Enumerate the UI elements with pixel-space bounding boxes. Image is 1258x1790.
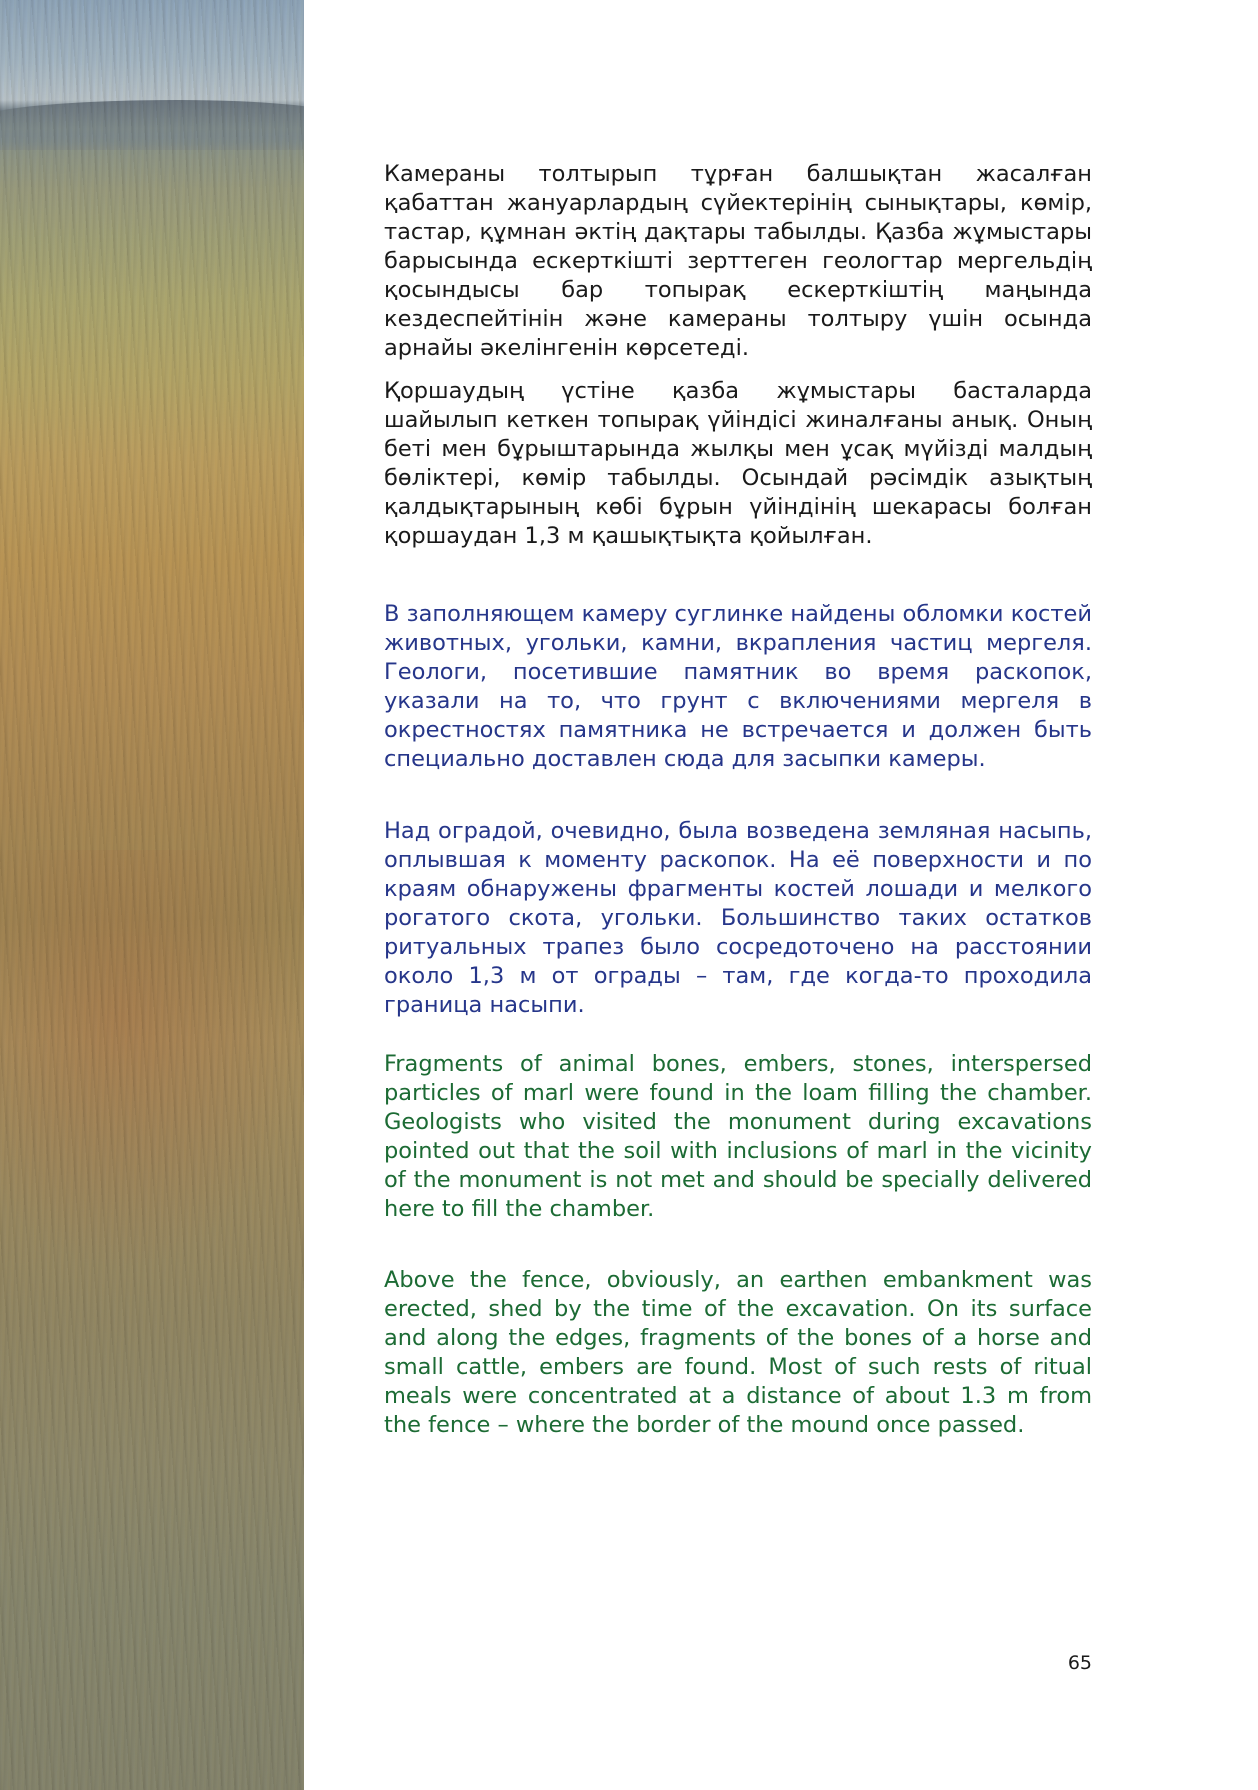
english-paragraph-1: Fragments of animal bones, embers, stones, interspersed particles of marl were found in the loam filling the chamber. Geologists who visited the monument during excavations pointed out that the soil with inclusions of marl in the vicinity of the monument is not met and should be specially delivered here to fill the chamber. (384, 1051, 1092, 1222)
steppe-grassland-photo (0, 0, 304, 1790)
photo-grass-texture (0, 0, 304, 1790)
page-number: 65 (1067, 1652, 1092, 1674)
english-paragraph-2: Above the fence, obviously, an earthen embankment was erected, shed by the time of the excavation. On its surface and along the edges, fragments of the bones of a horse and small cattle, embers are found. Most of such rests of ritual meals were concentrated at a distance of about 1.3 m from the fence – where the border of the mound once passed. (384, 1267, 1092, 1438)
kazakh-paragraph-1: Камераны толтырып тұрған балшықтан жасалған қабаттан жануарлардың сүйектерінің сынықтары, көмір, тастар, құмнан әктің дақтары табылды. Қазба жұмыстары барысында ескерткішті зерттеген геологтар мергельдің қосындысы бар топырақ ескерткіштің маңында кездеспейтінін және камераны толтыру үшін осында арнайы әкелінгенін көрсетеді. (384, 161, 1092, 361)
kazakh-paragraph-2: Қоршаудың үстіне қазба жұмыстары басталарда шайылып кеткен топырақ үйіндісі жиналғаны анық. Оның беті мен бұрыштарында жылқы мен ұсақ мүйізді малдың бөліктері, көмір табылды. Осындай рәсімдік азықтың қалдықтарының көбі бұрын үйіндінің шекарасы болған қоршаудан 1,3 м қашықтықта қойылған. (384, 378, 1092, 549)
russian-paragraph-2: Над оградой, очевидно, была возведена земляная насыпь, оплывшая к моменту раскопок. На её поверхности и по краям обнаружены фрагменты костей лошади и мелкого рогатого скота, угольки. Большинство таких остатков ритуальных трапез было сосредоточено на расстоянии около 1,3 м от ограды – там, где когда-то проходила граница насыпи. (384, 818, 1092, 1018)
russian-paragraph-1: В заполняющем камеру суглинке найдены обломки костей животных, угольки, камни, вкрапления частиц мергеля. Геологи, посетившие памятник во время раскопок, указали на то, что грунт с включениями мергеля в окрестностях памятника не встречается и должен быть специально доставлен сюда для засыпки камеры. (384, 601, 1092, 772)
